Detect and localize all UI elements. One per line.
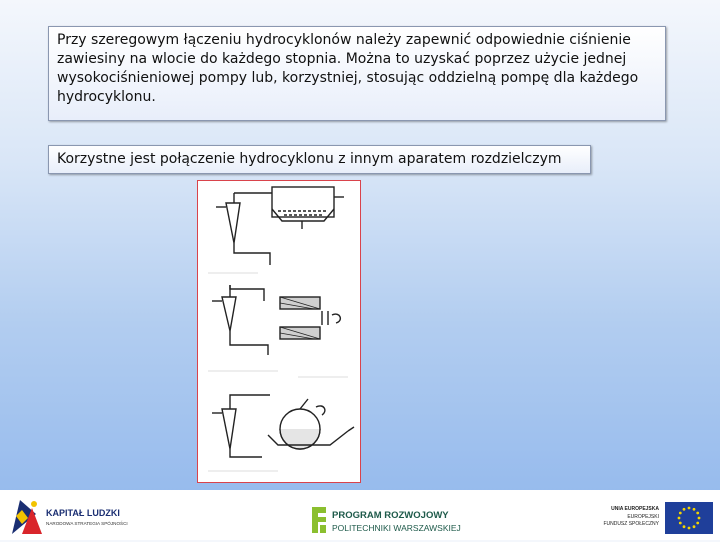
row3-drum-filter-icon bbox=[268, 399, 354, 449]
kapital-ludzki-title: KAPITAŁ LUDZKI bbox=[46, 508, 120, 518]
paragraph-2-text: Korzystne jest połączenie hydrocyklonu z innym aparatem rozdzielczym bbox=[57, 151, 562, 167]
program-line-1: PROGRAM ROZWOJOWY bbox=[332, 510, 449, 521]
diagram-drawing bbox=[198, 181, 360, 482]
eu-logo bbox=[590, 494, 715, 536]
program-line-2: POLITECHNIKI WARSZAWSKIEJ bbox=[332, 523, 461, 533]
row3-outlet-line bbox=[230, 449, 262, 457]
hydrocyclone-diagram bbox=[197, 180, 361, 483]
row1-outlet-line bbox=[234, 243, 270, 265]
row2-hydrocyclone-icon bbox=[212, 285, 264, 331]
eu-line-2: EUROPEJSKI bbox=[627, 514, 659, 520]
kapital-ludzki-subtitle: NARODOWA STRATEGIA SPÓJNOŚCI bbox=[46, 521, 128, 526]
row3-hydrocyclone-icon bbox=[212, 395, 270, 449]
program-emblem-icon bbox=[310, 505, 328, 535]
paragraph-box-1 bbox=[48, 26, 666, 121]
kapital-ludzki-logo bbox=[10, 494, 136, 538]
row1-hydrocyclone-icon bbox=[216, 193, 272, 243]
paragraph-1-text: Przy szeregowym łączeniu hydrocyklonów należy zapewnić odpowiednie ciśnienie zawiesiny na wlocie do każdego stopnia. Można to uzyskać poprzez użycie jednej wysokociśnieniowej pompy lub, korzystniej, stosując oddzielną pompę dla każdego hydrocyklonu. bbox=[57, 32, 639, 105]
program-rozwojowy-logo bbox=[308, 499, 460, 540]
row2-screen-icon bbox=[280, 297, 340, 339]
row2-outlet-line bbox=[230, 331, 268, 355]
row1-settling-tank-icon bbox=[272, 187, 344, 229]
paragraph-box-2 bbox=[48, 145, 591, 174]
eu-line-1: UNIA EUROPEJSKA bbox=[611, 506, 659, 512]
eu-flag-icon bbox=[665, 502, 713, 534]
eu-line-3: FUNDUSZ SPOŁECZNY bbox=[603, 521, 659, 527]
kapital-ludzki-emblem-icon bbox=[10, 494, 44, 538]
